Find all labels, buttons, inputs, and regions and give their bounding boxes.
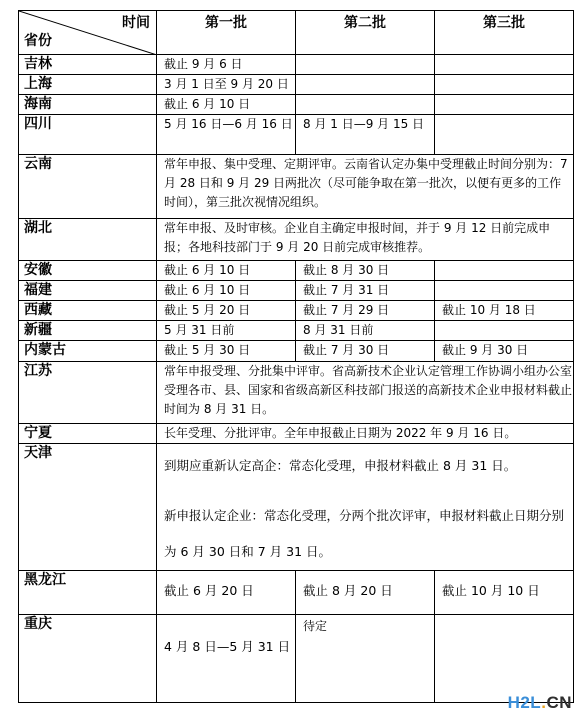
table-row <box>19 115 574 155</box>
batch-1-header: 第一批 <box>157 11 296 55</box>
batch-3-cell <box>435 95 574 115</box>
batch-3-cell <box>435 321 574 341</box>
table-row <box>19 261 574 281</box>
batch-1-cell: 5 月 16 日—6 月 16 日 <box>157 115 296 155</box>
merged-note-cell: 常年申报受理、分批集中评审。省高新技术企业认定管理工作协调小组办公室受理各市、县、国家和省级高新区科技部门报送的高新技术企业申报材料截止时间为 8 月 31 日。 <box>157 362 574 424</box>
table-row <box>19 95 574 115</box>
merged-note-cell: 常年申报、及时审核。企业自主确定申报时间，并于 9 月 12 日前完成申报；各地科技部门于 9 月 20 日前完成审核推荐。 <box>157 219 574 261</box>
province-cell: 上海 <box>19 75 157 95</box>
batch-2-cell <box>296 55 435 75</box>
watermark-cn: CN <box>546 693 572 712</box>
batch-3-cell <box>435 281 574 301</box>
batch-3-header: 第三批 <box>435 11 574 55</box>
batch-3-cell <box>435 75 574 95</box>
batch-1-cell: 截止 6 月 10 日 <box>157 95 296 115</box>
merged-note-cell: 长年受理、分批评审。全年申报截止日期为 2022 年 9 月 16 日。 <box>157 424 574 444</box>
deadline-table <box>18 10 574 703</box>
table-row <box>19 281 574 301</box>
tianjin-note-2: 新申报认定企业：常态化受理，分两个批次评审，申报材料截止日期分别为 6 月 30 日和 7 月 31 日。 <box>164 508 565 559</box>
batch-2-cell: 8 月 1 日—9 月 15 日 <box>296 115 435 155</box>
batch-3-cell <box>435 261 574 281</box>
table-row <box>19 571 574 615</box>
table-row <box>19 219 574 261</box>
merged-note-cell: 常年申报、集中受理、定期评审。云南省认定办集中受理截止时间分别为：7 月 28 日和 9 月 29 日两批次（尽可能争取在第一批次，以便有更多的工作时间），第三批次视情况组织。 <box>157 155 574 219</box>
batch-3-cell <box>435 115 574 155</box>
province-cell: 安徽 <box>19 261 157 281</box>
province-cell: 重庆 <box>19 615 157 703</box>
batch-1-cell: 4 月 8 日—5 月 31 日 <box>157 615 296 703</box>
table-row <box>19 301 574 321</box>
table-row <box>19 444 574 571</box>
batch-2-cell: 8 月 31 日前 <box>296 321 435 341</box>
table-row <box>19 424 574 444</box>
batch-1-cell: 截止 5 月 30 日 <box>157 341 296 362</box>
table-row <box>19 55 574 75</box>
watermark-h2l: H2L <box>507 693 542 712</box>
province-cell: 新疆 <box>19 321 157 341</box>
province-cell: 湖北 <box>19 219 157 261</box>
table-row <box>19 155 574 219</box>
batch-2-cell <box>296 95 435 115</box>
batch-1-cell: 3 月 1 日至 9 月 20 日 <box>157 75 296 95</box>
batch-2-header: 第二批 <box>296 11 435 55</box>
watermark-dot: . <box>541 693 547 712</box>
merged-note-cell <box>157 444 574 571</box>
batch-3-cell <box>435 615 574 703</box>
header-row <box>19 11 574 55</box>
tianjin-note-1: 到期应重新认定高企：常态化受理，申报材料截止 8 月 31 日。 <box>164 458 517 473</box>
batch-2-cell: 截止 8 月 20 日 <box>296 571 435 615</box>
province-cell: 吉林 <box>19 55 157 75</box>
batch-2-cell: 截止 7 月 31 日 <box>296 281 435 301</box>
table-row <box>19 362 574 424</box>
watermark-logo <box>508 693 572 713</box>
table-row <box>19 75 574 95</box>
province-cell: 内蒙古 <box>19 341 157 362</box>
table-row <box>19 615 574 703</box>
batch-1-cell: 5 月 31 日前 <box>157 321 296 341</box>
province-cell: 天津 <box>19 444 157 571</box>
province-header: 省份 <box>24 33 52 49</box>
batch-1-cell: 截止 9 月 6 日 <box>157 55 296 75</box>
batch-3-cell: 截止 10 月 18 日 <box>435 301 574 321</box>
table-row <box>19 341 574 362</box>
batch-2-cell: 截止 7 月 29 日 <box>296 301 435 321</box>
batch-3-cell <box>435 55 574 75</box>
province-cell: 云南 <box>19 155 157 219</box>
batch-2-cell: 待定 <box>296 615 435 703</box>
batch-3-cell: 截止 10 月 10 日 <box>435 571 574 615</box>
batch-1-cell: 截止 5 月 20 日 <box>157 301 296 321</box>
batch-1-cell: 截止 6 月 10 日 <box>157 261 296 281</box>
batch-2-cell: 截止 8 月 30 日 <box>296 261 435 281</box>
province-cell: 黑龙江 <box>19 571 157 615</box>
province-cell: 四川 <box>19 115 157 155</box>
province-cell: 海南 <box>19 95 157 115</box>
batch-2-cell: 截止 7 月 30 日 <box>296 341 435 362</box>
batch-1-cell: 截止 6 月 20 日 <box>157 571 296 615</box>
table-row <box>19 321 574 341</box>
province-cell: 宁夏 <box>19 424 157 444</box>
diagonal-header-cell <box>19 11 157 55</box>
time-header: 时间 <box>122 15 150 31</box>
province-cell: 江苏 <box>19 362 157 424</box>
province-cell: 福建 <box>19 281 157 301</box>
province-cell: 西藏 <box>19 301 157 321</box>
batch-3-cell: 截止 9 月 30 日 <box>435 341 574 362</box>
batch-1-cell: 截止 6 月 10 日 <box>157 281 296 301</box>
batch-2-cell <box>296 75 435 95</box>
